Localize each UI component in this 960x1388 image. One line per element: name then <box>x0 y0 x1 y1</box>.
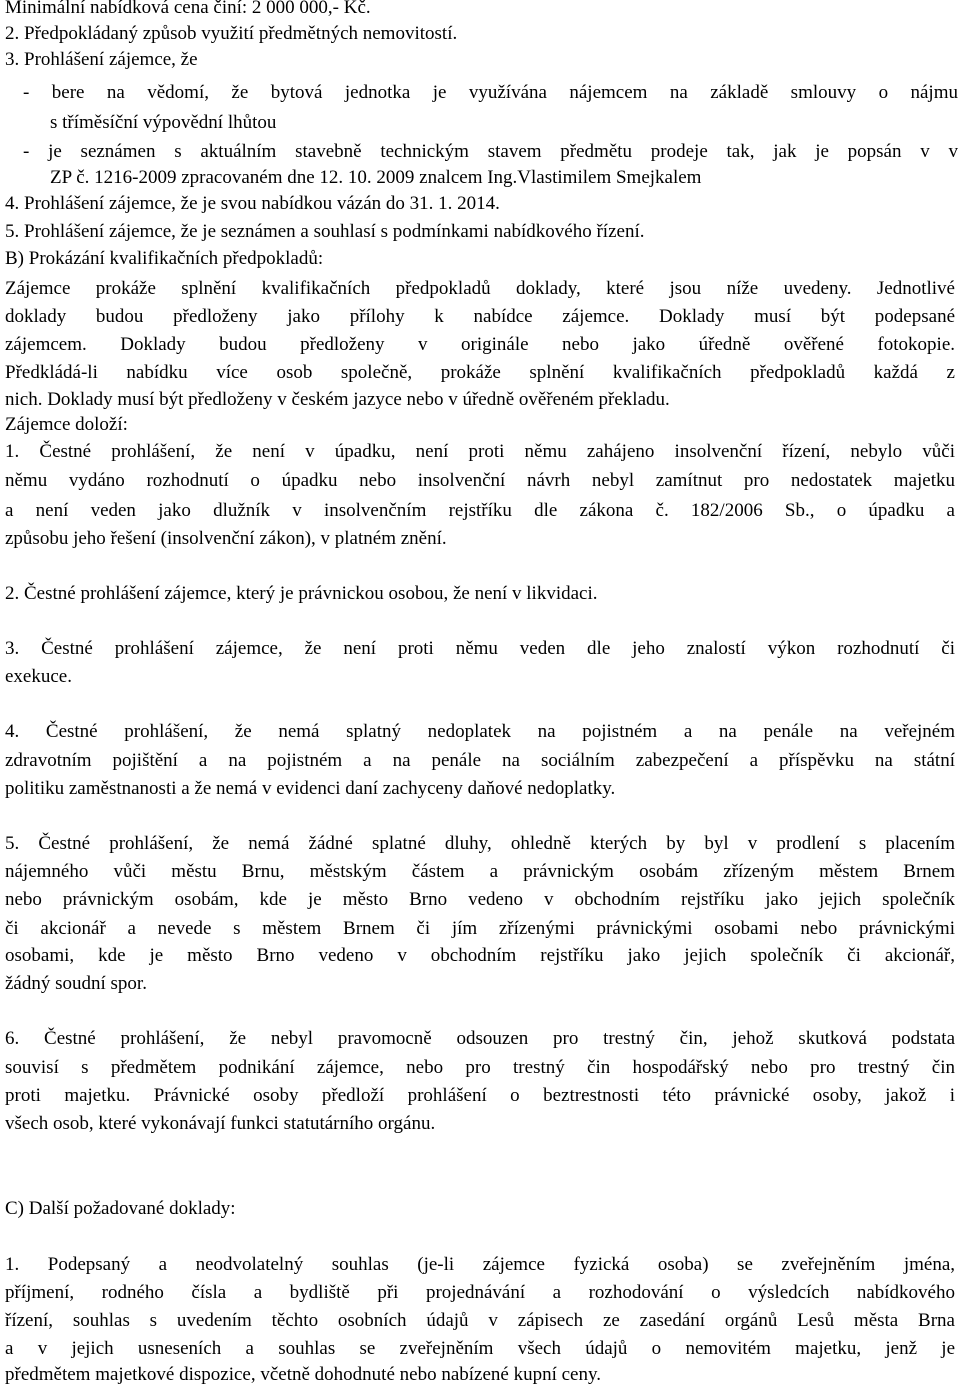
text-line: Zájemce prokáže splnění kvalifikačních předpokladů doklady, které jsou níže uvedeny. Jednotlivé <box>5 278 955 299</box>
text-line: - je seznámen s aktuálním stavebně technickým stavem předmětu prodeje tak, jak je popsán v v <box>23 141 958 162</box>
text-line: zájemcem. Doklady budou předloženy v originále nebo jako úředně ověřené fotokopie. <box>5 334 955 355</box>
text-line: 3. Čestné prohlášení zájemce, že není proti němu veden dle jeho znalostí výkon rozhodnutí či <box>5 638 955 659</box>
section-heading: C) Další požadované doklady: <box>5 1198 236 1219</box>
text-line: a není veden jako dlužník v insolvenčním rejstříku dle zákona č. 182/2006 Sb., o úpadku a <box>5 500 955 521</box>
text-line: 5. Čestné prohlášení, že nemá žádné splatné dluhy, ohledně kterých by byl v prodlení s placením <box>5 833 955 854</box>
text-line: ZP č. 1216-2009 zpracovaném dne 12. 10. 2009 znalcem Ing.Vlastimilem Smejkalem <box>50 167 702 188</box>
text-line: 5. Prohlášení zájemce, že je seznámen a souhlasí s podmínkami nabídkového řízení. <box>5 221 645 242</box>
text-line: 6. Čestné prohlášení, že nebyl pravomocně odsouzen pro trestný čin, jehož skutková podstata <box>5 1028 955 1049</box>
text-line: řízení, souhlas s uvedením těchto osobních údajů v zápisech ze zasedání orgánů Lesů města Brna <box>5 1310 955 1331</box>
text-line: s tříměsíční výpovědní lhůtou <box>50 112 277 133</box>
text-line: 4. Prohlášení zájemce, že je svou nabídkou vázán do 31. 1. 2014. <box>5 193 500 214</box>
text-line: 3. Prohlášení zájemce, že <box>5 49 198 70</box>
text-line: žádný soudní spor. <box>5 973 147 994</box>
text-line: politiku zaměstnanosti a že nemá v evidenci daní zachyceny daňové nedoplatky. <box>5 778 616 799</box>
text-line: - bere na vědomí, že bytová jednotka je využívána nájemcem na základě smlouvy o nájmu <box>23 82 958 103</box>
text-line: nebo právnickým osobám, kde je město Brno vedeno v obchodním rejstříku jako jejich společník <box>5 889 955 910</box>
text-line: osobami, kde je město Brno vedeno v obchodním rejstříku jako jejich společník či akcionář, <box>5 945 955 966</box>
text-line: předmětem majetkové dispozice, včetně dohodnuté nebo nabízené kupní ceny. <box>5 1364 601 1385</box>
text-line: či akcionář a nevede s městem Brnem či jím zřízenými právnickými osobami nebo právnickými <box>5 918 955 939</box>
text-line: všech osob, které vykonávají funkci statutárního orgánu. <box>5 1113 436 1134</box>
text-line: exekuce. <box>5 666 72 687</box>
text-line: doklady budou předloženy jako přílohy k nabídce zájemce. Doklady musí být podepsané <box>5 306 955 327</box>
text-line: 2. Čestné prohlášení zájemce, který je právnickou osobou, že není v likvidaci. <box>5 583 598 604</box>
text-line: 1. Čestné prohlášení, že není v úpadku, není proti němu zahájeno insolvenční řízení, nebylo vůči <box>5 441 955 462</box>
text-line: proti majetku. Právnické osoby předloží prohlášení o beztrestnosti této právnické osoby, jakož i <box>5 1085 955 1106</box>
text-line: němu vydáno rozhodnutí o úpadku nebo insolvenční návrh nebyl zamítnut pro nedostatek majetku <box>5 470 955 491</box>
text-line: nájemného vůči městu Brnu, městským částem a právnickým osobám zřízeným městem Brnem <box>5 861 955 882</box>
text-line: příjmení, rodného čísla a bydliště při projednávání a rozhodování o výsledcích nabídkového <box>5 1282 955 1303</box>
text-line: způsobu jeho řešení (insolvenční zákon), v platném znění. <box>5 528 447 549</box>
text-line: zdravotním pojištění a na pojistném a na penále na sociálním zabezpečení a příspěvku na státní <box>5 750 955 771</box>
section-heading: B) Prokázání kvalifikačních předpokladů: <box>5 248 324 269</box>
text-line: a v jejich usneseních a souhlas se zveřejněním všech údajů o nemovitém majetku, jenž je <box>5 1338 955 1359</box>
text-line: 2. Předpokládaný způsob využití předmětných nemovitostí. <box>5 23 458 44</box>
text-line: Zájemce doloží: <box>5 414 128 435</box>
text-line: nich. Doklady musí být předloženy v českém jazyce nebo v úředně ověřeném překladu. <box>5 389 670 410</box>
text-line: 1. Podepsaný a neodvolatelný souhlas (je-li zájemce fyzická osoba) se zveřejněním jména, <box>5 1254 955 1275</box>
text-line: 4. Čestné prohlášení, že nemá splatný nedoplatek na pojistném a na penále na veřejném <box>5 721 955 742</box>
text-line: Minimální nabídková cena činí: 2 000 000,- Kč. <box>5 0 371 18</box>
text-line: souvisí s předmětem podnikání zájemce, nebo pro trestný čin hospodářský nebo pro trestný čin <box>5 1057 955 1078</box>
text-line: Předkládá-li nabídku více osob společně, prokáže splnění kvalifikačních předpokladů každá z <box>5 362 955 383</box>
